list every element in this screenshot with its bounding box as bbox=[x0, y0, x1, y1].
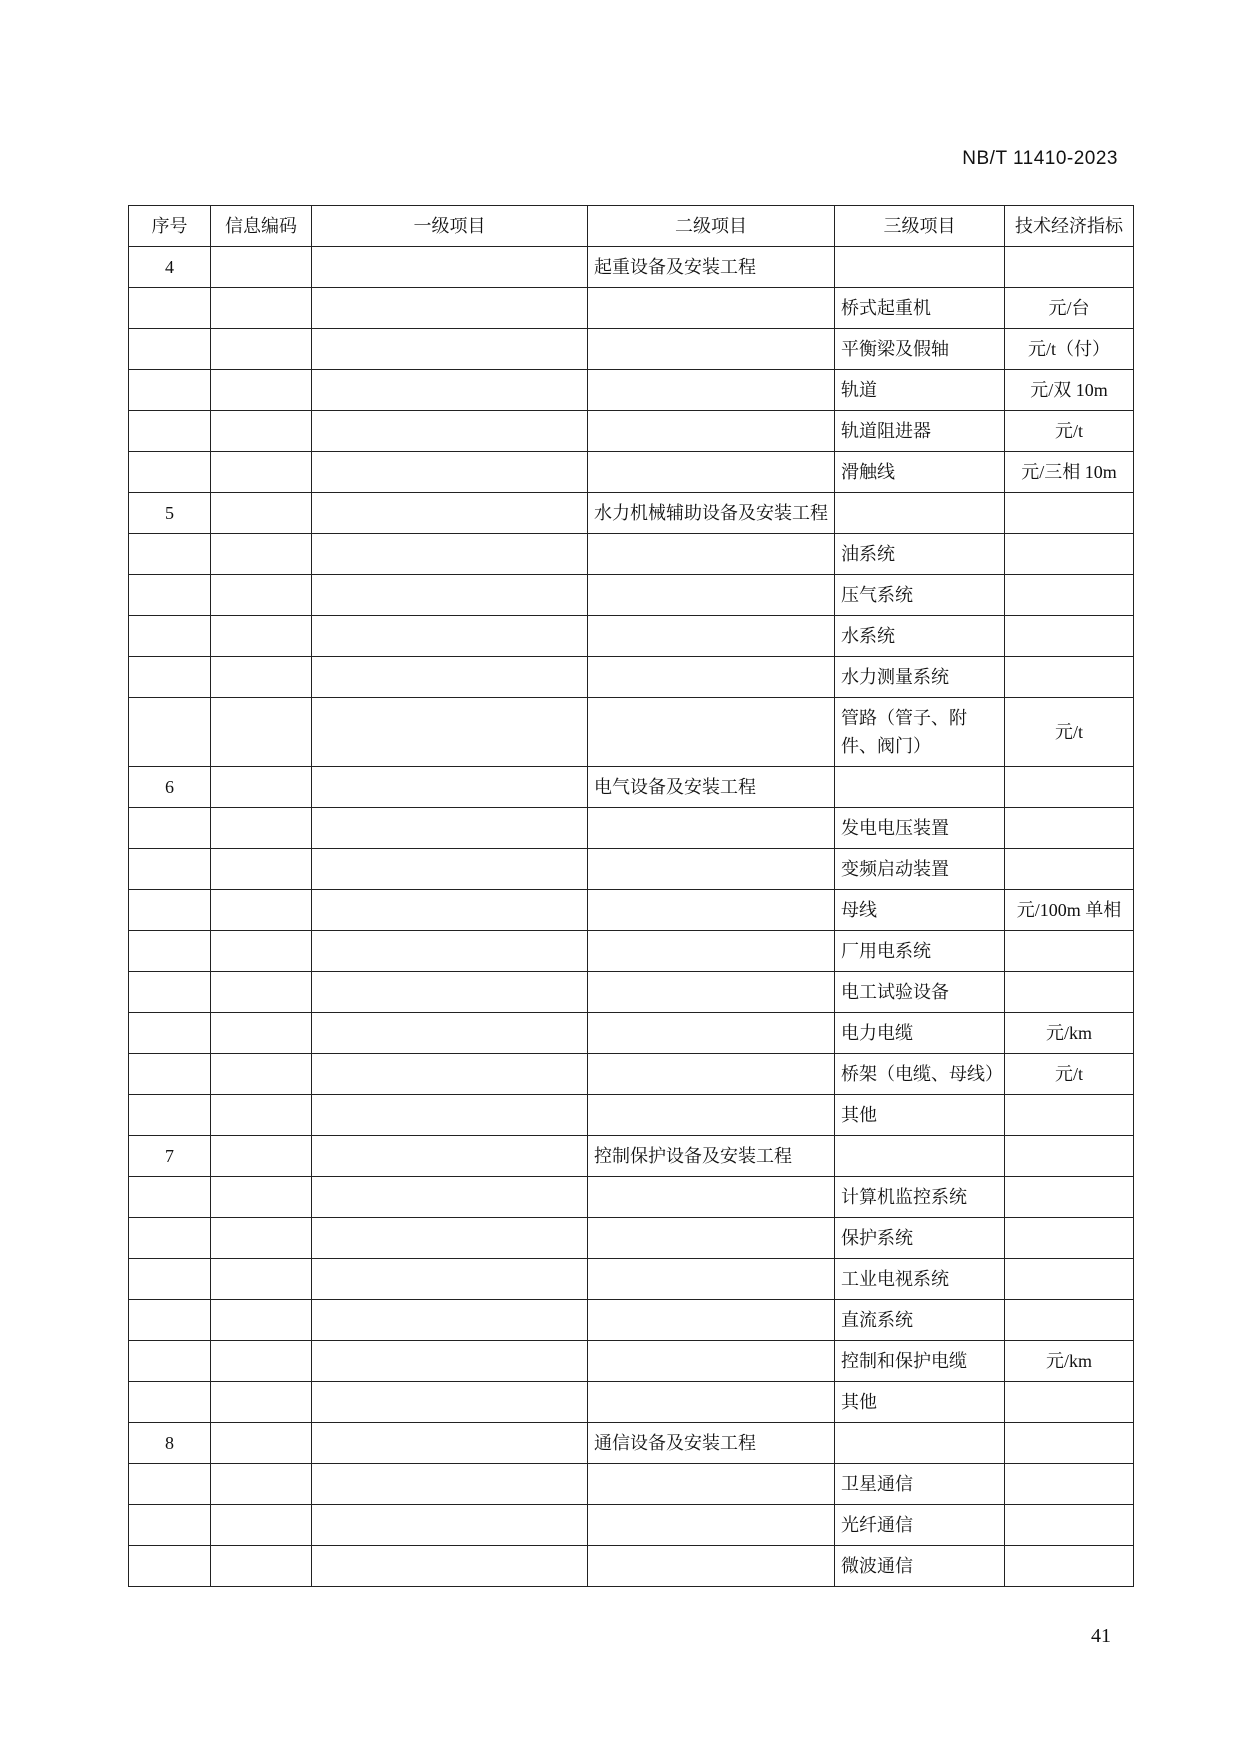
cell-level3: 水力测量系统 bbox=[835, 657, 1005, 698]
table-row bbox=[129, 931, 1134, 972]
cell-level2 bbox=[588, 1259, 835, 1300]
table-row bbox=[129, 972, 1134, 1013]
cell-level3 bbox=[835, 1136, 1005, 1177]
cell-level2 bbox=[588, 890, 835, 931]
cell-indicator bbox=[1005, 1136, 1134, 1177]
cell-indicator: 元/t（付） bbox=[1005, 329, 1134, 370]
cell-indicator bbox=[1005, 575, 1134, 616]
table-header-row bbox=[129, 206, 1134, 247]
cell-index bbox=[129, 931, 211, 972]
cell-level1 bbox=[312, 767, 588, 808]
cell-level2: 电气设备及安装工程 bbox=[588, 767, 835, 808]
table-row bbox=[129, 452, 1134, 493]
cell-level1 bbox=[312, 657, 588, 698]
cell-level2 bbox=[588, 808, 835, 849]
cell-indicator bbox=[1005, 1300, 1134, 1341]
cell-index bbox=[129, 657, 211, 698]
cell-level1 bbox=[312, 1136, 588, 1177]
cell-indicator bbox=[1005, 1464, 1134, 1505]
cell-level3: 平衡梁及假轴 bbox=[835, 329, 1005, 370]
table-row bbox=[129, 493, 1134, 534]
cell-info-code bbox=[211, 1382, 312, 1423]
cell-level2 bbox=[588, 849, 835, 890]
cell-level3: 轨道 bbox=[835, 370, 1005, 411]
cell-index bbox=[129, 890, 211, 931]
cell-level3: 压气系统 bbox=[835, 575, 1005, 616]
cell-info-code bbox=[211, 370, 312, 411]
cell-level3: 计算机监控系统 bbox=[835, 1177, 1005, 1218]
cell-level1 bbox=[312, 411, 588, 452]
cell-index bbox=[129, 1259, 211, 1300]
cell-index: 4 bbox=[129, 247, 211, 288]
cell-index: 6 bbox=[129, 767, 211, 808]
cell-index bbox=[129, 849, 211, 890]
cell-info-code bbox=[211, 767, 312, 808]
cell-indicator: 元/双 10m bbox=[1005, 370, 1134, 411]
cell-info-code bbox=[211, 698, 312, 767]
col-header-info-code: 信息编码 bbox=[211, 206, 312, 247]
cell-level1 bbox=[312, 1054, 588, 1095]
cell-index bbox=[129, 1177, 211, 1218]
cell-info-code bbox=[211, 534, 312, 575]
cell-level2: 起重设备及安装工程 bbox=[588, 247, 835, 288]
cell-level1 bbox=[312, 1464, 588, 1505]
cell-info-code bbox=[211, 1218, 312, 1259]
cell-level3: 厂用电系统 bbox=[835, 931, 1005, 972]
table-body bbox=[129, 247, 1134, 1587]
cell-level1 bbox=[312, 849, 588, 890]
cell-indicator bbox=[1005, 808, 1134, 849]
cell-index bbox=[129, 1546, 211, 1587]
cell-info-code bbox=[211, 972, 312, 1013]
table-row bbox=[129, 1054, 1134, 1095]
cell-index bbox=[129, 1382, 211, 1423]
cell-level2 bbox=[588, 1505, 835, 1546]
cell-level2 bbox=[588, 534, 835, 575]
cell-indicator bbox=[1005, 1505, 1134, 1546]
cell-level3: 发电电压装置 bbox=[835, 808, 1005, 849]
col-header-level3: 三级项目 bbox=[835, 206, 1005, 247]
cell-indicator bbox=[1005, 931, 1134, 972]
table-row bbox=[129, 1546, 1134, 1587]
cell-info-code bbox=[211, 575, 312, 616]
cell-level3: 控制和保护电缆 bbox=[835, 1341, 1005, 1382]
cell-level2 bbox=[588, 1382, 835, 1423]
cell-info-code bbox=[211, 1136, 312, 1177]
cell-level3 bbox=[835, 767, 1005, 808]
cell-info-code bbox=[211, 1054, 312, 1095]
cell-level2 bbox=[588, 972, 835, 1013]
cell-level3: 直流系统 bbox=[835, 1300, 1005, 1341]
cell-info-code bbox=[211, 1259, 312, 1300]
cell-level1 bbox=[312, 1177, 588, 1218]
cell-level2 bbox=[588, 931, 835, 972]
cell-info-code bbox=[211, 411, 312, 452]
cell-level3: 保护系统 bbox=[835, 1218, 1005, 1259]
cell-level2 bbox=[588, 1095, 835, 1136]
cell-indicator bbox=[1005, 972, 1134, 1013]
cell-indicator: 元/t bbox=[1005, 411, 1134, 452]
cell-level2 bbox=[588, 1546, 835, 1587]
table-row bbox=[129, 616, 1134, 657]
cell-level3: 电工试验设备 bbox=[835, 972, 1005, 1013]
table-row bbox=[129, 1177, 1134, 1218]
cell-indicator bbox=[1005, 534, 1134, 575]
table-row bbox=[129, 1505, 1134, 1546]
cell-indicator bbox=[1005, 247, 1134, 288]
cell-indicator bbox=[1005, 1095, 1134, 1136]
page-number: 41 bbox=[1091, 1625, 1111, 1647]
cell-level2 bbox=[588, 288, 835, 329]
cell-level3: 油系统 bbox=[835, 534, 1005, 575]
cell-info-code bbox=[211, 1341, 312, 1382]
cell-info-code bbox=[211, 931, 312, 972]
cell-level3: 滑触线 bbox=[835, 452, 1005, 493]
cell-level1 bbox=[312, 288, 588, 329]
cell-info-code bbox=[211, 616, 312, 657]
cell-index bbox=[129, 616, 211, 657]
cell-level2 bbox=[588, 1300, 835, 1341]
table-row bbox=[129, 1382, 1134, 1423]
cell-index bbox=[129, 1095, 211, 1136]
cell-level2 bbox=[588, 1341, 835, 1382]
col-header-level1: 一级项目 bbox=[312, 206, 588, 247]
cell-index bbox=[129, 972, 211, 1013]
cell-info-code bbox=[211, 657, 312, 698]
cell-info-code bbox=[211, 1423, 312, 1464]
table-row bbox=[129, 370, 1134, 411]
cell-level3: 水系统 bbox=[835, 616, 1005, 657]
cell-level1 bbox=[312, 329, 588, 370]
cell-level1 bbox=[312, 1013, 588, 1054]
cell-level2 bbox=[588, 1218, 835, 1259]
cell-index bbox=[129, 1505, 211, 1546]
cell-level2 bbox=[588, 657, 835, 698]
cell-info-code bbox=[211, 288, 312, 329]
table-row bbox=[129, 1464, 1134, 1505]
table-row bbox=[129, 288, 1134, 329]
cell-level1 bbox=[312, 1423, 588, 1464]
cell-level2 bbox=[588, 452, 835, 493]
cell-level1 bbox=[312, 808, 588, 849]
cell-index bbox=[129, 1300, 211, 1341]
cell-info-code bbox=[211, 1095, 312, 1136]
table-row bbox=[129, 849, 1134, 890]
cell-info-code bbox=[211, 1464, 312, 1505]
cell-indicator bbox=[1005, 657, 1134, 698]
cell-level2 bbox=[588, 329, 835, 370]
cell-index: 5 bbox=[129, 493, 211, 534]
cell-indicator bbox=[1005, 616, 1134, 657]
cell-level2 bbox=[588, 1013, 835, 1054]
cell-level2: 水力机械辅助设备及安装工程 bbox=[588, 493, 835, 534]
cell-level2 bbox=[588, 370, 835, 411]
cell-level3: 其他 bbox=[835, 1095, 1005, 1136]
cell-level3: 工业电视系统 bbox=[835, 1259, 1005, 1300]
table-row bbox=[129, 657, 1134, 698]
cell-level3: 其他 bbox=[835, 1382, 1005, 1423]
cell-indicator bbox=[1005, 493, 1134, 534]
cell-info-code bbox=[211, 1546, 312, 1587]
table-row bbox=[129, 1136, 1134, 1177]
cell-level2 bbox=[588, 1464, 835, 1505]
cell-index bbox=[129, 808, 211, 849]
table-row bbox=[129, 411, 1134, 452]
cell-indicator bbox=[1005, 1259, 1134, 1300]
cell-indicator: 元/km bbox=[1005, 1341, 1134, 1382]
cell-level1 bbox=[312, 890, 588, 931]
cell-index bbox=[129, 1218, 211, 1259]
cell-index: 8 bbox=[129, 1423, 211, 1464]
table-row bbox=[129, 698, 1134, 767]
cell-indicator bbox=[1005, 849, 1134, 890]
cell-index bbox=[129, 575, 211, 616]
cell-indicator: 元/100m 单相 bbox=[1005, 890, 1134, 931]
cell-indicator bbox=[1005, 1218, 1134, 1259]
table-row bbox=[129, 1300, 1134, 1341]
table-row bbox=[129, 1013, 1134, 1054]
table-row bbox=[129, 767, 1134, 808]
cell-level1 bbox=[312, 1095, 588, 1136]
cell-level2 bbox=[588, 698, 835, 767]
cell-indicator: 元/km bbox=[1005, 1013, 1134, 1054]
cell-indicator bbox=[1005, 1423, 1134, 1464]
cell-level3 bbox=[835, 493, 1005, 534]
cell-level1 bbox=[312, 452, 588, 493]
cell-level3 bbox=[835, 247, 1005, 288]
cell-level3: 变频启动装置 bbox=[835, 849, 1005, 890]
cell-index bbox=[129, 329, 211, 370]
cell-indicator bbox=[1005, 1177, 1134, 1218]
cell-info-code bbox=[211, 247, 312, 288]
cell-info-code bbox=[211, 1505, 312, 1546]
cell-index bbox=[129, 411, 211, 452]
cell-level1 bbox=[312, 972, 588, 1013]
cell-indicator bbox=[1005, 767, 1134, 808]
table-row bbox=[129, 247, 1134, 288]
cell-index bbox=[129, 288, 211, 329]
cell-level1 bbox=[312, 698, 588, 767]
cell-level2 bbox=[588, 1177, 835, 1218]
cell-level2 bbox=[588, 616, 835, 657]
cell-level1 bbox=[312, 534, 588, 575]
table-row bbox=[129, 1095, 1134, 1136]
cell-indicator bbox=[1005, 1382, 1134, 1423]
cell-level2: 控制保护设备及安装工程 bbox=[588, 1136, 835, 1177]
cell-info-code bbox=[211, 808, 312, 849]
cell-info-code bbox=[211, 849, 312, 890]
cell-level1 bbox=[312, 1218, 588, 1259]
table-row bbox=[129, 1259, 1134, 1300]
cell-level1 bbox=[312, 616, 588, 657]
cell-info-code bbox=[211, 1300, 312, 1341]
cell-info-code bbox=[211, 329, 312, 370]
cell-level3: 桥式起重机 bbox=[835, 288, 1005, 329]
cell-level1 bbox=[312, 493, 588, 534]
cell-level3: 微波通信 bbox=[835, 1546, 1005, 1587]
cell-level2: 通信设备及安装工程 bbox=[588, 1423, 835, 1464]
cell-indicator: 元/台 bbox=[1005, 288, 1134, 329]
cell-level2 bbox=[588, 575, 835, 616]
cell-level1 bbox=[312, 1341, 588, 1382]
table-row bbox=[129, 1218, 1134, 1259]
cell-index bbox=[129, 1341, 211, 1382]
cell-index bbox=[129, 1013, 211, 1054]
cell-index bbox=[129, 698, 211, 767]
table-row bbox=[129, 534, 1134, 575]
cell-info-code bbox=[211, 452, 312, 493]
col-header-indicator: 技术经济指标 bbox=[1005, 206, 1134, 247]
cell-index bbox=[129, 452, 211, 493]
cell-info-code bbox=[211, 1013, 312, 1054]
cell-level1 bbox=[312, 931, 588, 972]
cell-level1 bbox=[312, 1382, 588, 1423]
cell-level1 bbox=[312, 575, 588, 616]
cell-index: 7 bbox=[129, 1136, 211, 1177]
cell-level3: 管路（管子、附件、阀门） bbox=[835, 698, 1005, 767]
cell-level3: 卫星通信 bbox=[835, 1464, 1005, 1505]
cell-indicator bbox=[1005, 1546, 1134, 1587]
cell-level2 bbox=[588, 411, 835, 452]
cell-level1 bbox=[312, 1546, 588, 1587]
cell-level1 bbox=[312, 1259, 588, 1300]
cell-level3: 母线 bbox=[835, 890, 1005, 931]
cell-level3: 光纤通信 bbox=[835, 1505, 1005, 1546]
col-header-level2: 二级项目 bbox=[588, 206, 835, 247]
cell-index bbox=[129, 534, 211, 575]
cell-level2 bbox=[588, 1054, 835, 1095]
cell-level3 bbox=[835, 1423, 1005, 1464]
table-row bbox=[129, 575, 1134, 616]
cell-indicator: 元/三相 10m bbox=[1005, 452, 1134, 493]
cell-level1 bbox=[312, 1300, 588, 1341]
document-code: NB/T 11410-2023 bbox=[962, 148, 1118, 169]
cell-level1 bbox=[312, 1505, 588, 1546]
cell-info-code bbox=[211, 1177, 312, 1218]
cell-level3: 桥架（电缆、母线） bbox=[835, 1054, 1005, 1095]
table-row bbox=[129, 329, 1134, 370]
cell-index bbox=[129, 1054, 211, 1095]
cell-level1 bbox=[312, 247, 588, 288]
cell-level3: 轨道阻进器 bbox=[835, 411, 1005, 452]
table-row bbox=[129, 808, 1134, 849]
cell-info-code bbox=[211, 493, 312, 534]
cell-level1 bbox=[312, 370, 588, 411]
table-row bbox=[129, 890, 1134, 931]
cell-indicator: 元/t bbox=[1005, 698, 1134, 767]
col-header-index: 序号 bbox=[129, 206, 211, 247]
table-row bbox=[129, 1423, 1134, 1464]
cell-indicator: 元/t bbox=[1005, 1054, 1134, 1095]
cost-index-table bbox=[128, 205, 1134, 1587]
cell-level3: 电力电缆 bbox=[835, 1013, 1005, 1054]
cell-info-code bbox=[211, 890, 312, 931]
cell-index bbox=[129, 1464, 211, 1505]
table-row bbox=[129, 1341, 1134, 1382]
cell-index bbox=[129, 370, 211, 411]
